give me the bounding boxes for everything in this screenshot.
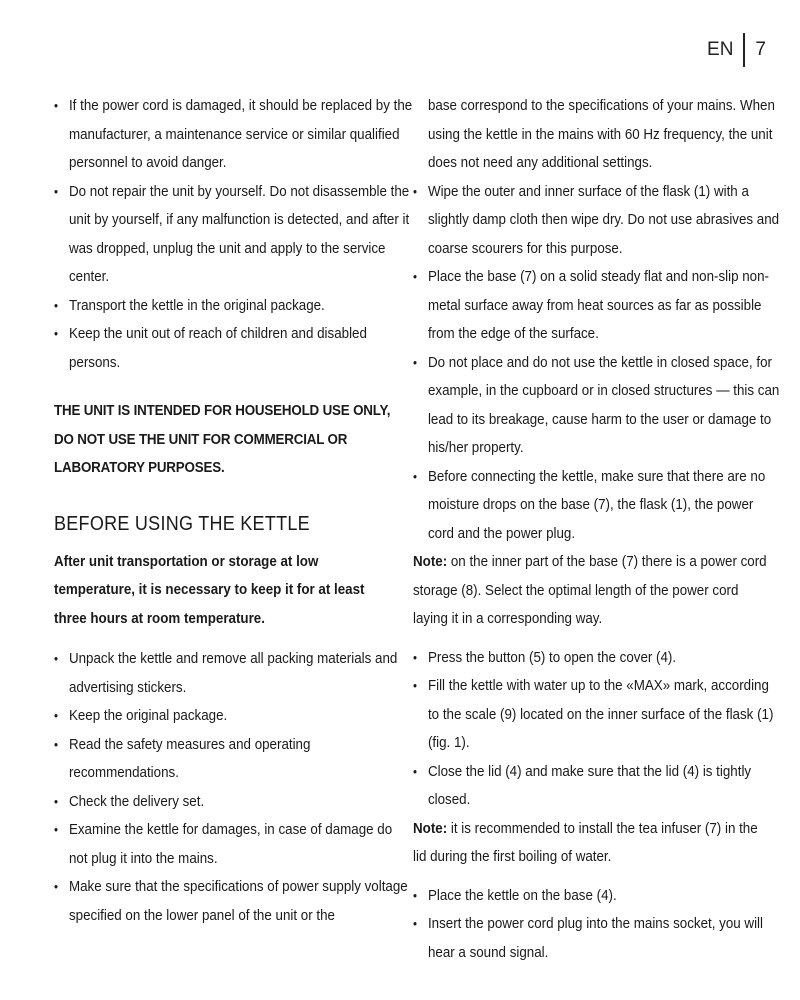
note-text: it is recommended to install the tea infuser (7) in the lid during the first boiling of water. [413,819,758,865]
tea-infuser-note [413,815,768,872]
note-label: Note: [413,553,448,570]
page-header [707,33,766,67]
safety-list [54,92,413,377]
page-number: 7 [755,39,766,60]
list-item: • Wipe the outer and inner surface of the flask (1) with a slightly damp cloth then wipe dry. Do not use abrasives and coarse scourers for this purpose. [413,178,783,264]
setup-list [413,178,780,549]
language-label: EN [707,39,734,60]
list-item: • Read the safety measures and operating recommendations. [54,731,414,788]
section-title: BEFORE USING THE KETTLE [54,512,310,535]
list-item: • Place the base (7) on a solid steady flat and non-slip non-metal surface away from heat sources as far as possible from the edge of the surface. [413,263,783,349]
filling-list [413,644,774,815]
left-column [54,92,413,930]
list-item: • If the power cord is damaged, it should be replaced by the manufacturer, a maintenance service or similar qualified personnel to avoid danger. [54,92,414,178]
household-use-notice: THE UNIT IS INTENDED FOR HOUSEHOLD USE ONLY, DO NOT USE THE UNIT FOR COMMERCIAL OR LABORATORY PURPOSES. [54,402,391,476]
list-item: • Before connecting the kettle, make sure that there are no moisture drops on the base (7), the flask (1), the power cord and the power plug. [413,463,783,549]
list-item: • Keep the original package. [54,702,414,731]
preparation-list [54,645,408,930]
continued-text: base correspond to the specifications of your mains. When using the kettle in the mains with 60 Hz frequency, the unit does not need any additional settings. [427,97,775,171]
right-column [413,92,780,967]
list-item: • Press the button (5) to open the cover (4). [413,644,783,673]
list-item: • Place the kettle on the base (4). [413,882,783,911]
list-item: • Check the delivery set. [54,788,414,817]
note-text: on the inner part of the base (7) there is a power cord storage (8). Select the optimal length of the power cord laying it in a corresponding way. [413,553,767,627]
list-item: • Insert the power cord plug into the mains socket, you will hear a sound signal. [413,910,783,967]
list-item: • Close the lid (4) and make sure that the lid (4) is tightly closed. [413,758,783,815]
list-item: • Examine the kettle for damages, in case of damage do not plug it into the mains. [54,816,414,873]
connection-list [413,882,768,968]
list-item: • Make sure that the specifications of power supply voltage specified on the lower panel of the unit or the [54,873,414,930]
note-label: Note: [413,819,448,837]
list-item: • Fill the kettle with water up to the «MAX» mark, according to the scale (9) located on the inner surface of the flask (1) (fig. 1). [413,672,783,758]
list-item: • Do not repair the unit by yourself. Do not disassemble the unit by yourself, if any malfunction is detected, and after it was dropped, unplug the unit and apply to the service center. [54,178,414,292]
list-item: • Transport the kettle in the original package. [54,292,414,321]
list-item: • Unpack the kettle and remove all packing materials and advertising stickers. [54,645,414,702]
transport-storage-note: After unit transportation or storage at low temperature, it is necessary to keep it for at least three hours at room temperature. [54,552,365,627]
list-item: • Do not place and do not use the kettle in closed space, for example, in the cupboard or in closed structures — this can lead to its breakage, cause harm to the user or damage to his/her property. [413,349,783,463]
list-item: • Keep the unit out of reach of children and disabled persons. [54,320,414,377]
cord-storage-note [413,548,768,634]
